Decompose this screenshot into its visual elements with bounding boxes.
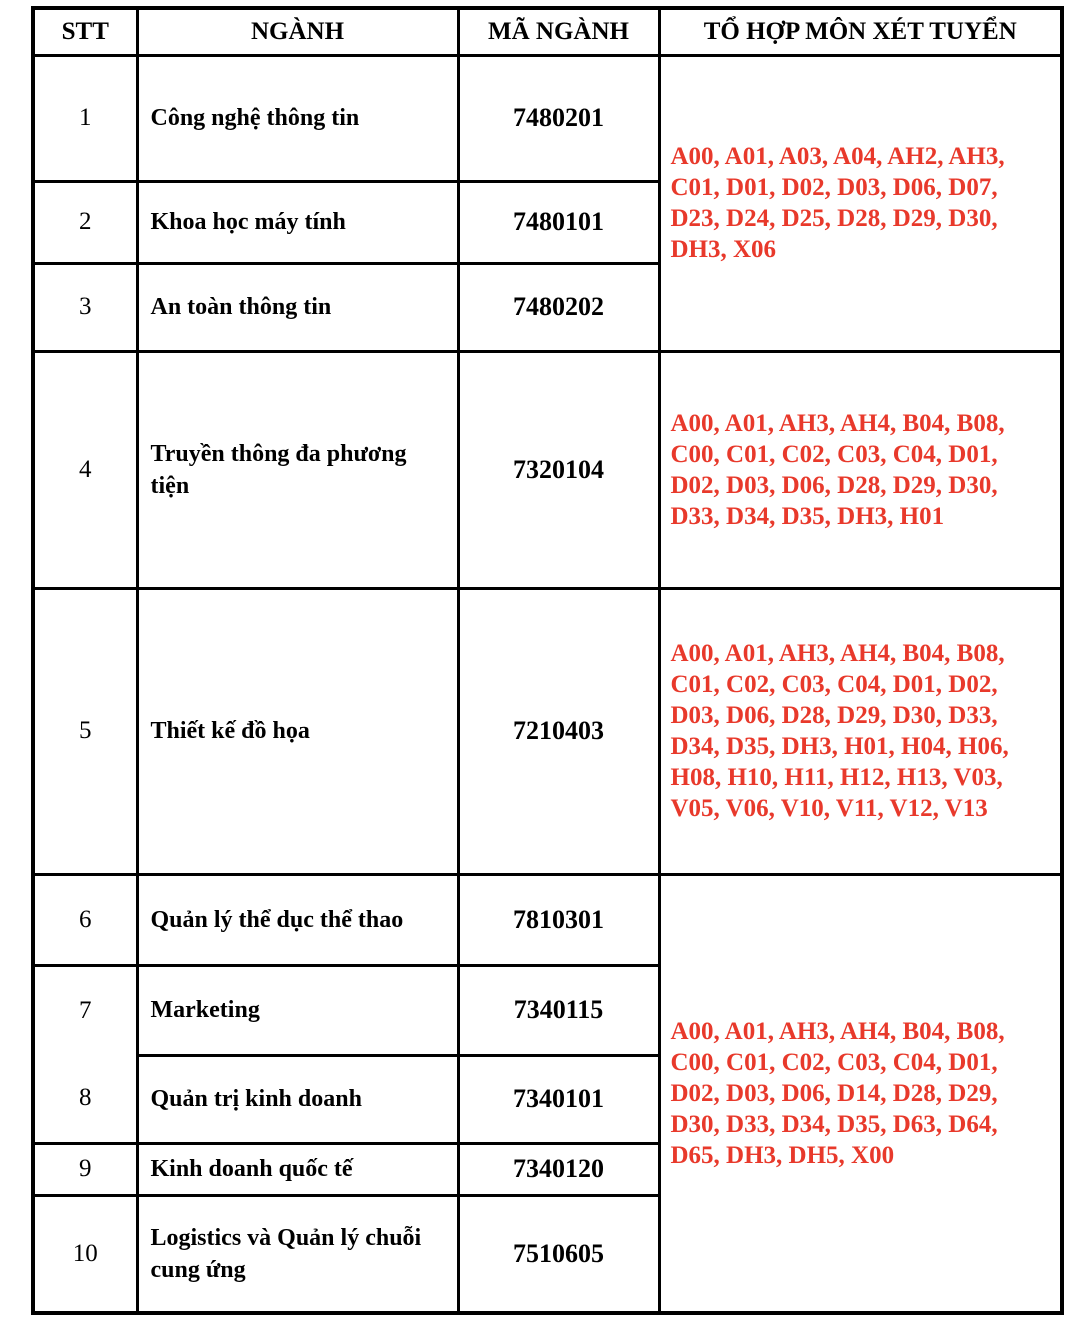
major-code-cell: 7320104 (458, 351, 659, 588)
major-code-cell: 7480202 (458, 263, 659, 351)
major-code-cell: 7340101 (458, 1055, 659, 1143)
column-header-ma-nganh: MÃ NGÀNH (458, 8, 659, 55)
combo-codes-cell-group-1: A00, A01, A03, A04, AH2, AH3, C01, D01, D02, D03, D06, D07, D23, D24, D25, D28, D29, D30, DH3, X06 (659, 55, 1062, 351)
stt-cell: 4 (33, 351, 137, 588)
combo-codes-cell-group-3: A00, A01, AH3, AH4, B04, B08, C01, C02, C03, C04, D01, D02, D03, D06, D28, D29, D30, D33, D34, D35, DH3, H01, H04, H06, H08, H10, H11, H12, H13, V03, V05, V06, V10, V11, V12, V13 (659, 588, 1062, 874)
combo-codes-cell-group-2: A00, A01, AH3, AH4, B04, B08, C00, C01, C02, C03, C04, D01, D02, D03, D06, D28, D29, D30, D33, D34, D35, DH3, H01 (659, 351, 1062, 588)
major-name-cell: Công nghệ thông tin (137, 55, 458, 181)
major-code-cell: 7340120 (458, 1143, 659, 1195)
major-code-cell: 7480101 (458, 181, 659, 263)
major-name-cell: Quản trị kinh doanh (137, 1055, 458, 1143)
major-name-cell: Khoa học máy tính (137, 181, 458, 263)
stt-cell: 7 (33, 965, 137, 1055)
column-header-to-hop: TỔ HỢP MÔN XÉT TUYỂN (659, 8, 1062, 55)
major-name-cell: Quản lý thể dục thể thao (137, 874, 458, 965)
table-header-row (33, 8, 1062, 55)
combo-codes-cell-group-4: A00, A01, AH3, AH4, B04, B08, C00, C01, C02, C03, C04, D01, D02, D03, D06, D14, D28, D29, D30, D33, D34, D35, D63, D64, D65, DH3, DH5, X00 (659, 874, 1062, 1313)
major-name-cell: Truyền thông đa phương tiện (137, 351, 458, 588)
stt-cell: 9 (33, 1143, 137, 1195)
major-code-cell: 7210403 (458, 588, 659, 874)
column-header-nganh: NGÀNH (137, 8, 458, 55)
table-row (33, 351, 1062, 588)
major-name-cell: Marketing (137, 965, 458, 1055)
column-header-stt: STT (33, 8, 137, 55)
stt-cell: 8 (33, 1055, 137, 1143)
stt-cell: 3 (33, 263, 137, 351)
major-code-cell: 7510605 (458, 1195, 659, 1313)
table-row (33, 874, 1062, 965)
stt-cell: 10 (33, 1195, 137, 1313)
stt-cell: 1 (33, 55, 137, 181)
major-code-cell: 7810301 (458, 874, 659, 965)
table-row (33, 55, 1062, 181)
major-name-cell: Thiết kế đồ họa (137, 588, 458, 874)
major-name-cell: An toàn thông tin (137, 263, 458, 351)
admission-majors-table (31, 6, 1064, 1315)
major-name-cell: Logistics và Quản lý chuỗi cung ứng (137, 1195, 458, 1313)
major-name-cell: Kinh doanh quốc tế (137, 1143, 458, 1195)
table-row (33, 588, 1062, 874)
major-code-cell: 7480201 (458, 55, 659, 181)
stt-cell: 6 (33, 874, 137, 965)
stt-cell: 5 (33, 588, 137, 874)
major-code-cell: 7340115 (458, 965, 659, 1055)
stt-cell: 2 (33, 181, 137, 263)
